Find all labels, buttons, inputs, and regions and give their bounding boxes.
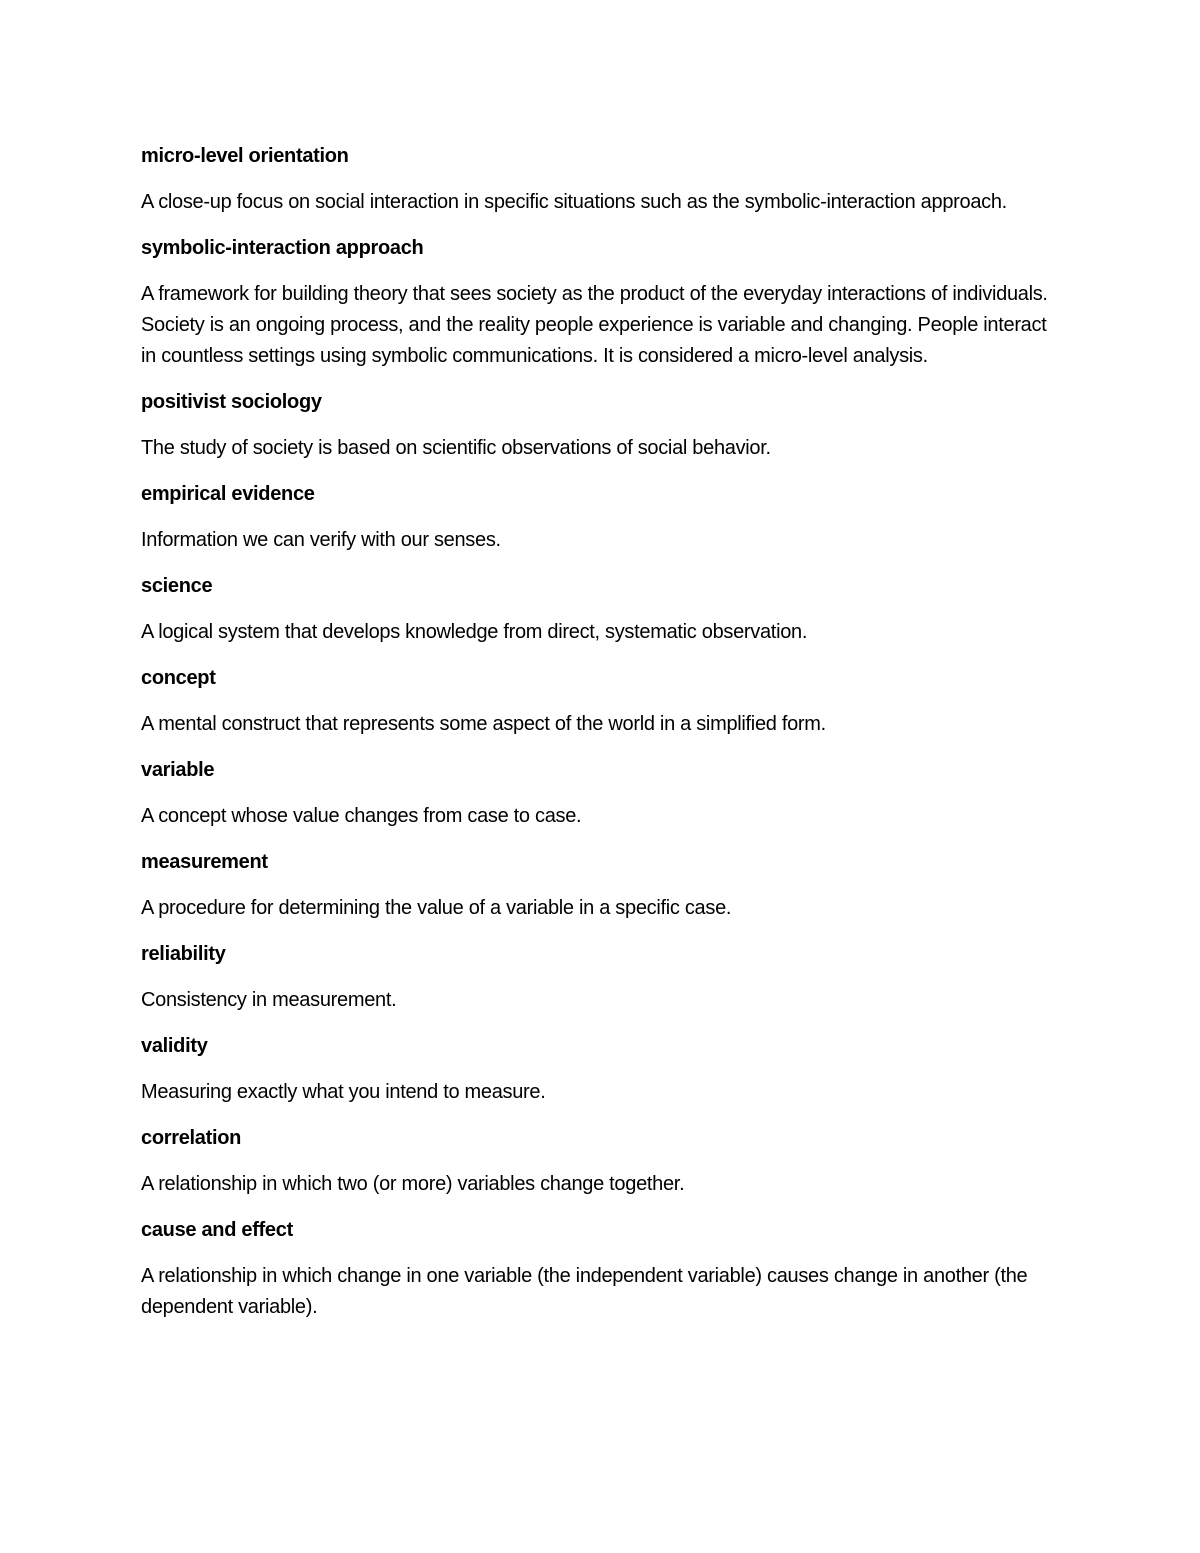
glossary-definition: Information we can verify with our senses. (141, 529, 501, 551)
glossary-definition: A mental construct that represents some aspect of the world in a simplified form. (141, 713, 826, 735)
glossary-definition: A relationship in which change in one variable (the independent variable) causes change in another (the dependent variable). (141, 1265, 1028, 1318)
glossary-definition: The study of society is based on scientific observations of social behavior. (141, 437, 771, 459)
glossary-definition: A framework for building theory that sees society as the product of the everyday interactions of individuals. Society is an ongoing process, and the reality people experience is variable and changing. People interact in countless settings using symbolic communications. It is considered a micro-level analysis. (141, 283, 1048, 367)
glossary-term: variable (141, 759, 215, 781)
glossary-entry (141, 387, 1062, 464)
glossary-entry (141, 1215, 1062, 1323)
glossary-entry (141, 755, 1062, 832)
glossary-entry (141, 479, 1062, 556)
glossary-term: empirical evidence (141, 483, 315, 505)
glossary-definition: A relationship in which two (or more) variables change together. (141, 1173, 685, 1195)
glossary-term: cause and effect (141, 1219, 293, 1241)
glossary-entry (141, 939, 1062, 1016)
glossary-entry (141, 233, 1062, 372)
glossary-term: measurement (141, 851, 268, 873)
glossary-term: concept (141, 667, 216, 689)
glossary-definition: A concept whose value changes from case to case. (141, 805, 582, 827)
glossary-entry (141, 1031, 1062, 1108)
glossary-term: correlation (141, 1127, 242, 1149)
glossary-entry (141, 141, 1062, 218)
glossary-term: reliability (141, 943, 226, 965)
glossary-entry (141, 571, 1062, 648)
glossary-term: symbolic-interaction approach (141, 237, 424, 259)
glossary-term: science (141, 575, 213, 597)
glossary-definition: Consistency in measurement. (141, 989, 397, 1011)
glossary-definition: A procedure for determining the value of a variable in a specific case. (141, 897, 732, 919)
glossary-entry (141, 1123, 1062, 1200)
glossary-term: micro-level orientation (141, 145, 349, 167)
glossary-term: positivist sociology (141, 391, 322, 413)
glossary-definition: A logical system that develops knowledge from direct, systematic observation. (141, 621, 808, 643)
glossary-entry (141, 847, 1062, 924)
glossary-term: validity (141, 1035, 208, 1057)
glossary-definition: Measuring exactly what you intend to measure. (141, 1081, 546, 1103)
glossary-definition: A close-up focus on social interaction in specific situations such as the symbolic-interaction approach. (141, 191, 1007, 213)
glossary-entry (141, 663, 1062, 740)
